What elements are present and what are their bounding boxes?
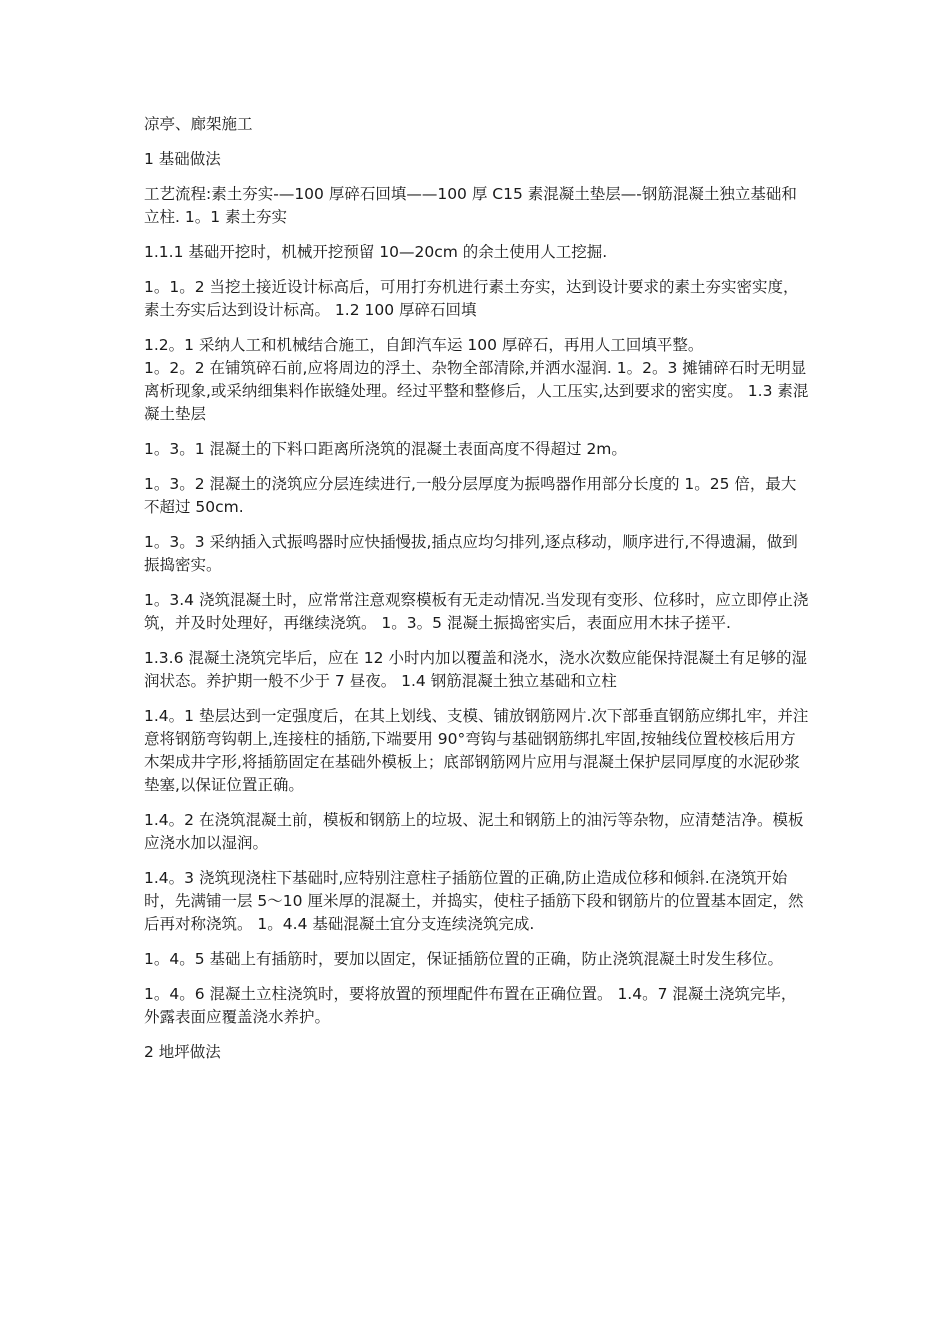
paragraph-1-3-2: 1。3。2 混凝土的浇筑应分层连续进行,一般分层厚度为振鸣器作用部分长度的 1。25 倍，最大不超过 50cm. — [144, 475, 797, 516]
paragraph-1-3-1: 1。3。1 混凝土的下料口距离所浇筑的混凝土表面高度不得超过 2m。 — [144, 440, 627, 458]
section-heading-foundation: 1 基础做法 — [144, 150, 221, 168]
paragraph-1-4-5: 1。4。5 基础上有插筋时，要加以固定，保证插筋位置的正确，防止浇筑混凝土时发生移位。 — [144, 950, 784, 968]
paragraph-1-1-2: 1。1。2 当挖土接近设计标高后，可用打夯机进行素土夯实，达到设计要求的素土夯实密实度，素土夯实后达到设计标高。 1.2 100 厚碎石回填 — [144, 278, 799, 319]
paragraph-1-3-6: 1.3.6 混凝土浇筑完毕后，应在 12 小时内加以覆盖和浇水，浇水次数应能保持混凝土有足够的湿润状态。养护期一般不少于 7 昼夜。 1.4 钢筋混凝土独立基础和立柱 — [144, 649, 807, 690]
paragraph-1-2-2: 1。2。2 在铺筑碎石前,应将周边的浮土、杂物全部清除,并洒水湿润. 1。2。3 摊铺碎石时无明显离析现象,或采纳细集料作嵌缝处理。经过平整和整修后，人工压实,达到要求的密实度。 1.3 素混凝土垫层 — [144, 359, 809, 423]
paragraph-process-flow: 工艺流程:素土夯实-—100 厚碎石回填——100 厚 C15 素混凝土垫层—-钢筋混凝土独立基础和立柱. 1。1 素土夯实 — [144, 185, 797, 226]
paragraph-1-3-4: 1。3.4 浇筑混凝土时，应常常注意观察模板有无走动情况.当发现有变形、位移时，应立即停止浇筑，并及时处理好，再继续浇筑。 1。3。5 混凝土振捣密实后，表面应用木抹子搓平. — [144, 591, 809, 632]
paragraph-1-2-1: 1.2。1 采纳人工和机械结合施工，自卸汽车运 100 厚碎石，再用人工回填平整。 — [144, 336, 704, 354]
document-body — [144, 113, 809, 1076]
section-heading-floor: 2 地坪做法 — [144, 1043, 221, 1061]
paragraph-1-3-3: 1。3。3 采纳插入式振鸣器时应快插慢拔,插点应均匀排列,逐点移动，顺序进行,不得遗漏，做到振捣密实。 — [144, 533, 798, 574]
paragraph-1-4-2: 1.4。2 在浇筑混凝土前，模板和钢筋上的垃圾、泥土和钢筋上的油污等杂物，应清楚洁净。模板应浇水加以湿润。 — [144, 811, 804, 852]
paragraph-1-4-3: 1.4。3 浇筑现浇柱下基础时,应特别注意柱子插筋位置的正确,防止造成位移和倾斜.在浇筑开始时，先满铺一层 5～10 厘米厚的混凝土，并捣实，使柱子插筋下段和钢筋片的位置基本固定，然后再对称浇筑。 1。4.4 基础混凝土宜分支连续浇筑完成. — [144, 869, 804, 933]
paragraph-1-4-6: 1。4。6 混凝土立柱浇筑时，要将放置的预埋配件布置在正确位置。 1.4。7 混凝土浇筑完毕，外露表面应覆盖浇水养护。 — [144, 985, 797, 1026]
document-title: 凉亭、廊架施工 — [144, 115, 253, 133]
paragraph-1-4-1: 1.4。1 垫层达到一定强度后，在其上划线、支模、铺放钢筋网片.次下部垂直钢筋应绑扎牢，并注意将钢筋弯钩朝上,连接柱的插筋,下端要用 90°弯钩与基础钢筋绑扎牢固,按轴线位置校核后用方木架成井字形,将插筋固定在基础外模板上；底部钢筋网片应用与混凝土保护层同厚度的水泥砂浆垫塞,以保证位置正确。 — [144, 707, 809, 794]
paragraph-1-1-1: 1.1.1 基础开挖时，机械开挖预留 10—20cm 的余土使用人工挖掘. — [144, 243, 608, 261]
